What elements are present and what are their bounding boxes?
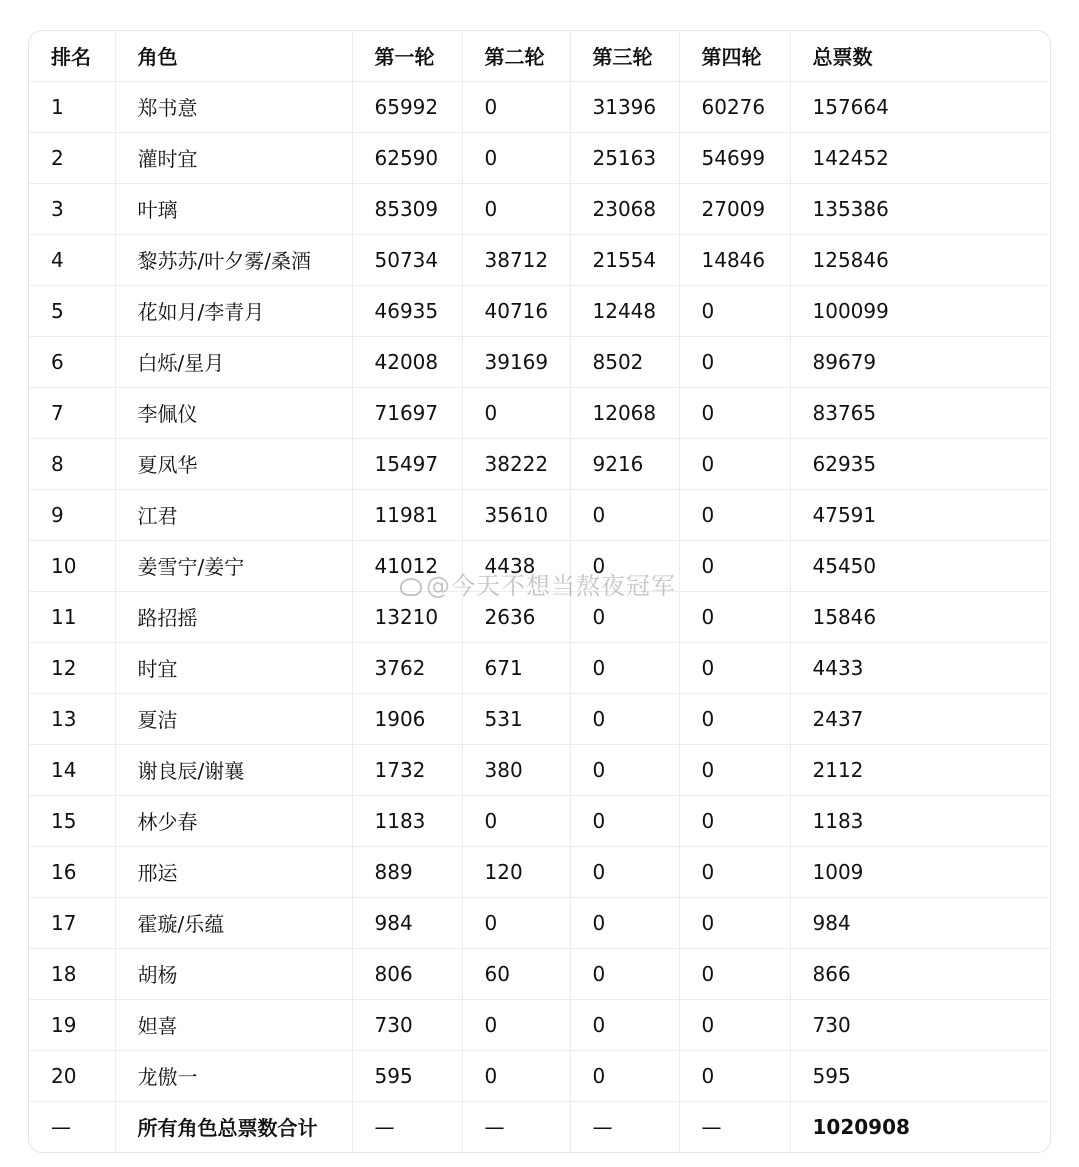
cell-round-2: 0 [462, 132, 570, 183]
table-body [29, 81, 1050, 1152]
cell-round-3: 0 [570, 795, 679, 846]
cell-round-1: 85309 [352, 183, 462, 234]
cell-total: 2112 [790, 744, 1050, 795]
cell-round-4: 0 [679, 438, 790, 489]
cell-round-3: 0 [570, 693, 679, 744]
cell-round-4: 60276 [679, 81, 790, 132]
cell-total: 15846 [790, 591, 1050, 642]
cell-round-1: 13210 [352, 591, 462, 642]
cell-round-2: 0 [462, 795, 570, 846]
cell-character: 李佩仪 [115, 387, 352, 438]
cell-rank: 7 [29, 387, 115, 438]
cell-round-1: 42008 [352, 336, 462, 387]
cell-round-4: 0 [679, 948, 790, 999]
cell-total: 2437 [790, 693, 1050, 744]
cell-round-3: 0 [570, 744, 679, 795]
cell-round-3: 9216 [570, 438, 679, 489]
header-round-1: 第一轮 [352, 31, 462, 81]
cell-character: 林少春 [115, 795, 352, 846]
cell-round-3: 31396 [570, 81, 679, 132]
cell-round-4: 0 [679, 744, 790, 795]
table-row [29, 948, 1050, 999]
cell-total: 730 [790, 999, 1050, 1050]
cell-rank: 12 [29, 642, 115, 693]
cell-round-2: 0 [462, 387, 570, 438]
table-row [29, 234, 1050, 285]
cell-character: 谢良辰/谢襄 [115, 744, 352, 795]
table-row [29, 693, 1050, 744]
cell-round-2: 0 [462, 183, 570, 234]
cell-rank: 8 [29, 438, 115, 489]
cell-round-3: 21554 [570, 234, 679, 285]
header-total-votes: 总票数 [790, 31, 1050, 81]
cell-round-2: 40716 [462, 285, 570, 336]
table-row [29, 387, 1050, 438]
cell-round-2: 120 [462, 846, 570, 897]
cell-round-1: 1906 [352, 693, 462, 744]
cell-round-2: 60 [462, 948, 570, 999]
cell-rank: 15 [29, 795, 115, 846]
cell-round-4: 0 [679, 795, 790, 846]
cell-character: 夏洁 [115, 693, 352, 744]
header-round-3: 第三轮 [570, 31, 679, 81]
cell-total: 62935 [790, 438, 1050, 489]
cell-rank: 19 [29, 999, 115, 1050]
cell-rank: 13 [29, 693, 115, 744]
cell-round-4: 14846 [679, 234, 790, 285]
cell-character: 灌时宜 [115, 132, 352, 183]
cell-round-4: 27009 [679, 183, 790, 234]
cell-round-3: 0 [570, 999, 679, 1050]
cell-round-3: 0 [570, 846, 679, 897]
cell-round-3: 12068 [570, 387, 679, 438]
total-cell-character: 所有角色总票数合计 [115, 1101, 352, 1152]
cell-round-3: 25163 [570, 132, 679, 183]
cell-round-4: 54699 [679, 132, 790, 183]
cell-round-3: 0 [570, 948, 679, 999]
cell-total: 866 [790, 948, 1050, 999]
cell-round-4: 0 [679, 1050, 790, 1101]
cell-round-1: 62590 [352, 132, 462, 183]
cell-total: 4433 [790, 642, 1050, 693]
cell-rank: 4 [29, 234, 115, 285]
cell-character: 时宜 [115, 642, 352, 693]
cell-round-3: 0 [570, 591, 679, 642]
cell-rank: 20 [29, 1050, 115, 1101]
cell-round-3: 0 [570, 540, 679, 591]
cell-round-2: 671 [462, 642, 570, 693]
cell-round-1: 41012 [352, 540, 462, 591]
table-row [29, 591, 1050, 642]
cell-round-1: 46935 [352, 285, 462, 336]
cell-round-4: 0 [679, 387, 790, 438]
table-row [29, 744, 1050, 795]
cell-rank: 9 [29, 489, 115, 540]
cell-character: 姜雪宁/姜宁 [115, 540, 352, 591]
table-row [29, 795, 1050, 846]
cell-round-3: 23068 [570, 183, 679, 234]
table-row [29, 183, 1050, 234]
cell-character: 胡杨 [115, 948, 352, 999]
cell-rank: 10 [29, 540, 115, 591]
table-row [29, 438, 1050, 489]
cell-rank: 14 [29, 744, 115, 795]
cell-round-3: 0 [570, 642, 679, 693]
table-row [29, 540, 1050, 591]
cell-round-2: 38712 [462, 234, 570, 285]
cell-total: 83765 [790, 387, 1050, 438]
cell-rank: 3 [29, 183, 115, 234]
total-cell-round-3: — [570, 1101, 679, 1152]
cell-character: 白烁/星月 [115, 336, 352, 387]
cell-round-1: 730 [352, 999, 462, 1050]
cell-round-4: 0 [679, 846, 790, 897]
header-round-2: 第二轮 [462, 31, 570, 81]
cell-round-1: 984 [352, 897, 462, 948]
total-cell-round-2: — [462, 1101, 570, 1152]
cell-character: 路招摇 [115, 591, 352, 642]
cell-character: 叶璃 [115, 183, 352, 234]
cell-round-2: 0 [462, 999, 570, 1050]
total-row [29, 1101, 1050, 1152]
cell-total: 1009 [790, 846, 1050, 897]
cell-round-1: 889 [352, 846, 462, 897]
cell-rank: 17 [29, 897, 115, 948]
header-rank: 排名 [29, 31, 115, 81]
total-cell-round-1: — [352, 1101, 462, 1152]
cell-total: 45450 [790, 540, 1050, 591]
cell-round-3: 8502 [570, 336, 679, 387]
cell-total: 595 [790, 1050, 1050, 1101]
cell-round-2: 39169 [462, 336, 570, 387]
cell-character: 花如月/李青月 [115, 285, 352, 336]
total-cell-round-4: — [679, 1101, 790, 1152]
table-row [29, 846, 1050, 897]
cell-round-4: 0 [679, 591, 790, 642]
cell-round-2: 38222 [462, 438, 570, 489]
cell-character: 江君 [115, 489, 352, 540]
table-row [29, 999, 1050, 1050]
header-round-4: 第四轮 [679, 31, 790, 81]
cell-round-4: 0 [679, 897, 790, 948]
table-row [29, 132, 1050, 183]
cell-round-2: 35610 [462, 489, 570, 540]
cell-round-2: 531 [462, 693, 570, 744]
table-row [29, 81, 1050, 132]
watermark-text: @今天不想当熬夜冠军 [426, 572, 676, 600]
vote-table-card [28, 30, 1051, 1153]
cell-round-2: 0 [462, 81, 570, 132]
cell-round-4: 0 [679, 540, 790, 591]
table-row [29, 897, 1050, 948]
table-row [29, 489, 1050, 540]
cell-round-3: 0 [570, 489, 679, 540]
cell-round-4: 0 [679, 999, 790, 1050]
cell-round-2: 4438 [462, 540, 570, 591]
total-cell-rank: — [29, 1101, 115, 1152]
cell-total: 89679 [790, 336, 1050, 387]
cell-character: 霍璇/乐蕴 [115, 897, 352, 948]
cell-total: 135386 [790, 183, 1050, 234]
cell-round-4: 0 [679, 285, 790, 336]
cell-total: 1183 [790, 795, 1050, 846]
cell-round-3: 0 [570, 897, 679, 948]
total-cell-total: 1020908 [812, 1114, 910, 1139]
cell-round-1: 65992 [352, 81, 462, 132]
cell-round-1: 1183 [352, 795, 462, 846]
cell-round-4: 0 [679, 489, 790, 540]
table-row [29, 642, 1050, 693]
table-row [29, 336, 1050, 387]
cell-character: 夏凤华 [115, 438, 352, 489]
cell-total: 125846 [790, 234, 1050, 285]
cell-round-1: 50734 [352, 234, 462, 285]
cell-round-1: 15497 [352, 438, 462, 489]
cell-round-3: 12448 [570, 285, 679, 336]
cell-round-2: 0 [462, 1050, 570, 1101]
cell-rank: 18 [29, 948, 115, 999]
cell-rank: 6 [29, 336, 115, 387]
cell-rank: 5 [29, 285, 115, 336]
cell-rank: 11 [29, 591, 115, 642]
cell-character: 郑书意 [115, 81, 352, 132]
cell-round-4: 0 [679, 693, 790, 744]
cell-character: 黎苏苏/叶夕雾/桑酒 [115, 234, 352, 285]
cell-rank: 2 [29, 132, 115, 183]
cell-round-1: 71697 [352, 387, 462, 438]
cell-total: 984 [790, 897, 1050, 948]
cell-rank: 1 [29, 81, 115, 132]
cell-round-2: 380 [462, 744, 570, 795]
header-character: 角色 [115, 31, 352, 81]
cell-character: 龙傲一 [115, 1050, 352, 1101]
cell-round-1: 806 [352, 948, 462, 999]
cell-total: 142452 [790, 132, 1050, 183]
cell-round-1: 11981 [352, 489, 462, 540]
cell-round-3: 0 [570, 1050, 679, 1101]
table-row [29, 285, 1050, 336]
cell-round-2: 2636 [462, 591, 570, 642]
cell-total: 100099 [790, 285, 1050, 336]
cell-round-4: 0 [679, 642, 790, 693]
table-row [29, 1050, 1050, 1101]
cell-rank: 16 [29, 846, 115, 897]
cell-round-1: 3762 [352, 642, 462, 693]
cell-round-4: 0 [679, 336, 790, 387]
cell-round-2: 0 [462, 897, 570, 948]
cell-total: 157664 [790, 81, 1050, 132]
cell-character: 妲喜 [115, 999, 352, 1050]
vote-table [29, 31, 1050, 1152]
cell-total: 47591 [790, 489, 1050, 540]
table-header-row [29, 31, 1050, 81]
cell-round-1: 595 [352, 1050, 462, 1101]
cell-character: 邢运 [115, 846, 352, 897]
cell-round-1: 1732 [352, 744, 462, 795]
